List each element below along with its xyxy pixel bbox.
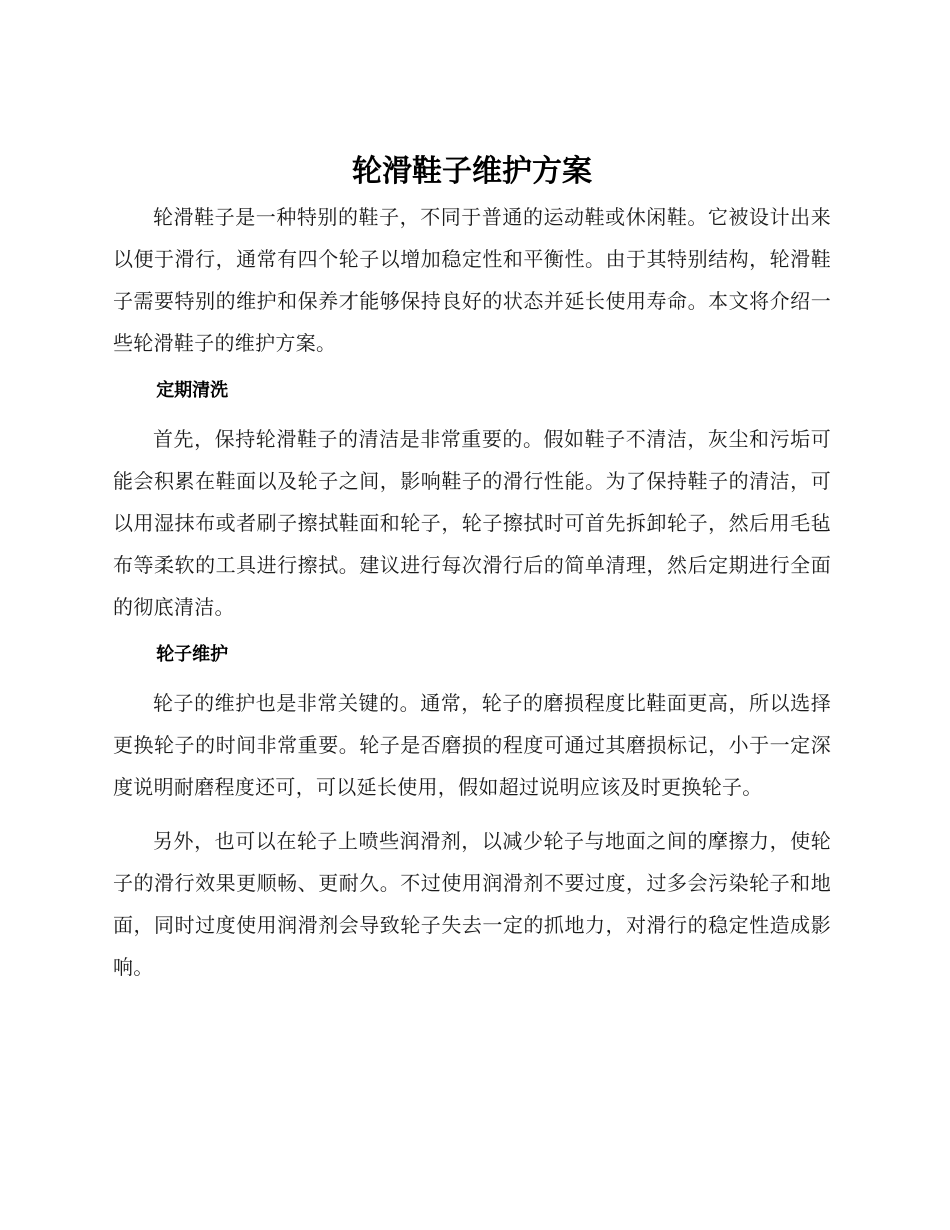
spacer (113, 808, 831, 820)
wheels-paragraph-1: 轮子的维护也是非常关键的。通常，轮子的磨损程度比鞋面更高，所以选择更换轮子的时间非常重要。轮子是否磨损的程度可通过其磨损标记，小于一定深度说明耐磨程度还可，可以延长使用，假如超过说明应该及时更换轮子。 (113, 691, 831, 799)
spacer (113, 628, 831, 640)
document-page (113, 148, 831, 988)
section-heading-wheels: 轮子维护 (156, 644, 229, 665)
spacer (113, 364, 831, 376)
section-heading-cleaning: 定期清洗 (156, 380, 229, 401)
wheels-paragraph-2: 另外，也可以在轮子上喷些润滑剂，以减少轮子与地面之间的摩擦力，使轮子的滑行效果更顺畅、更耐久。不过使用润滑剂不要过度，过多会污染轮子和地面，同时过度使用润滑剂会导致轮子失去一定的抓地力，对滑行的稳定性造成影响。 (113, 829, 831, 979)
intro-paragraph: 轮滑鞋子是一种特别的鞋子，不同于普通的运动鞋或休闲鞋。它被设计出来以便于滑行，通常有四个轮子以增加稳定性和平衡性。由于其特别结构，轮滑鞋子需要特别的维护和保养才能够保持良好的状态并延长使用寿命。本文将介绍一些轮滑鞋子的维护方案。 (113, 205, 831, 355)
spacer (113, 670, 831, 682)
cleaning-paragraph: 首先，保持轮滑鞋子的清洁是非常重要的。假如鞋子不清洁，灰尘和污垢可能会积累在鞋面以及轮子之间，影响鞋子的滑行性能。为了保持鞋子的清洁，可以用湿抹布或者刷子擦拭鞋面和轮子，轮子擦拭时可首先拆卸轮子，然后用毛毡布等柔软的工具进行擦拭。建议进行每次滑行后的简单清理，然后定期进行全面的彻底清洁。 (113, 427, 831, 619)
spacer (113, 406, 831, 418)
document-title: 轮滑鞋子维护方案 (352, 154, 592, 189)
